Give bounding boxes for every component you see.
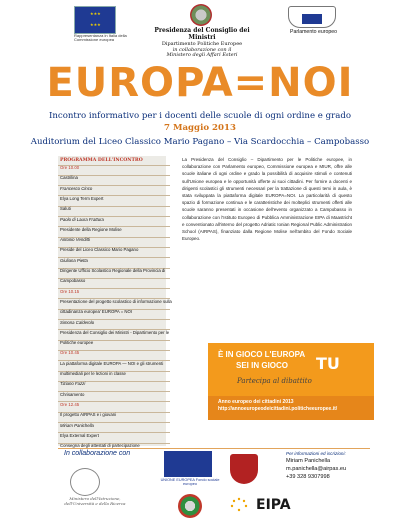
- program-item: Elya External Expert: [60, 432, 99, 438]
- poster-subline: SEI IN GIOCO: [236, 361, 289, 370]
- event-description: La Presidenza del Consiglio – Dipartimento per le Politiche europee, in collaborazione con Parlamento europeo, Commissione europea e MIUR, offre alle scuole italiane di ogni ordine e grado la possibilità di acquisire stimoli e contenuti sull'Unione europea e le opportunità offerte ai suoi cittadini. Per fornire a docenti e dirigenti scolastici gli strumenti necessari per la trattazione di questi temi in aula, è stata sviluppata la piattaforma digitale EUROPA=NOI. La particolarità di questo spazio di formazione continua e le caratteristiche dei molteplici strumenti offerti alle scuole saranno presentati in occasione dell'evento organizzato a Campobasso in collaborazione con l'Istituto Europeo di Pubblica Amministrazione EIPA di Maastricht e conventionato all'interno del progetto Adriatic Ionian Regional Public Administration School (AIRPAS), finanziato dalla Regione Molise nell'ambito del Fondo Sociale Europeo.: [182, 157, 352, 242]
- contact-phone[interactable]: +39 328 9307998: [286, 474, 330, 480]
- program-item: Presidente della Regione Molise: [60, 226, 122, 232]
- program-time: Ore 10.45: [60, 350, 80, 356]
- program-panel: [58, 156, 172, 449]
- miur-emblem-icon: [70, 468, 100, 496]
- program-item: cittadinanza europea' EUROPA = NOI: [60, 309, 133, 315]
- program-item: Presentazione del progetto scolastico di informazione sulla: [60, 298, 172, 304]
- program-item: Miriam Panichella: [60, 422, 94, 428]
- pcm-line: Ministero degli Affari Esteri: [166, 52, 238, 59]
- eipa-logo: EIPA: [256, 497, 291, 513]
- program-time: Ore 10.15: [60, 288, 80, 294]
- star-icon: ★★★: [90, 11, 101, 16]
- eipa-stars-icon: [228, 496, 256, 514]
- italian-republic-emblem-icon: [190, 4, 212, 26]
- program-item: Preside del Liceo Classico Mario Pagano: [60, 247, 139, 253]
- program-row-divider: [58, 206, 170, 207]
- program-item: La piattaforma digitale EUROPA — NOI e gli strumenti: [60, 360, 164, 366]
- italian-emblem-icon: [178, 494, 202, 518]
- program-item: Antonio Venditti: [60, 237, 90, 243]
- pcm-header-text: [152, 28, 252, 59]
- pcm-line: Dipartimento Politiche Europee: [161, 40, 243, 47]
- poster-tu: TU: [316, 354, 340, 373]
- eu-commission-text: Rappresentanza in Italia della Commissione europea: [74, 33, 127, 43]
- star-icon: ★★★: [90, 22, 101, 27]
- program-item: Chrisamento: [60, 391, 85, 397]
- program-item: Castrilina: [60, 175, 78, 181]
- event-venue: Auditorium del Liceo Classico Mario Pagano – Via Scardocchia – Campobasso: [30, 137, 370, 147]
- info-title: Per informazioni ed iscrizioni:: [286, 451, 346, 456]
- program-item: Consegna degli attestati di partecipazione: [60, 443, 140, 449]
- poster-year-label: Anno europeo dei cittadini 2013: [218, 399, 294, 405]
- eu-commission-logo: [74, 6, 116, 34]
- program-item: Presidenza del Consiglio dei Ministri - Dipartimento per le: [60, 329, 170, 335]
- eu-social-fund-logo: [164, 451, 212, 477]
- program-item: Tiziano Fazzi: [60, 381, 86, 387]
- eu-social-fund-text: UNIONE EUROPEA Fondo sociale europeo: [160, 478, 220, 487]
- program-item: Francesco Cinco: [60, 185, 93, 191]
- poster-slogan: Partecipa al dibattito: [237, 377, 312, 385]
- program-item: Il progetto AIRPAS e i giovani: [60, 412, 117, 418]
- program-item: multimediali per le lezioni in classe: [60, 371, 126, 376]
- poster-headline: È IN GIOCO L'EUROPA: [218, 350, 306, 359]
- pcm-line: Presidenza del Consiglio dei Ministri: [154, 27, 250, 41]
- parliament-label: Parlamento europeo: [290, 29, 338, 35]
- program-time: Ore 12.45: [60, 401, 80, 407]
- page-title: EUROPA=NOI: [46, 60, 354, 106]
- program-item: Elya Long Term Expert: [60, 195, 104, 201]
- program-item: Dirigente Ufficio Scolastico Regionale della Provincia di: [60, 268, 166, 273]
- program-item: Campobasso: [60, 278, 86, 284]
- program-title: PROGRAMMA DELL'INCONTRO: [60, 158, 143, 163]
- subtitle: Incontro informativo per i docenti delle scuole di ogni ordine e grado: [48, 111, 352, 121]
- event-date: 7 Maggio 2013: [164, 123, 236, 133]
- molise-shield-icon: [230, 454, 258, 484]
- program-item: Giuliana Pietta: [60, 257, 88, 263]
- miur-text: Ministero dell'Istruzione, dell'Università e della Ricerca: [64, 496, 126, 506]
- program-time: Ore 10.00: [60, 165, 80, 170]
- poster-url[interactable]: http://annoeuropeodeicittadini.politicheeuropee.it/: [218, 406, 338, 412]
- program-item: Saluti: [60, 206, 71, 212]
- program-item: Paolo di Laura Frattura: [60, 216, 104, 222]
- program-item: Politiche europee: [60, 340, 94, 346]
- contact-name: Miriam Panichella: [286, 458, 331, 464]
- divider: [58, 448, 370, 449]
- contact-email[interactable]: m.panichella@airpas.eu: [286, 466, 347, 472]
- pcm-line: in collaborazione con il: [172, 46, 232, 53]
- program-item: Simona Calderolo: [60, 319, 95, 325]
- collaboration-label: In collaborazione con: [64, 450, 131, 457]
- eu-flag-icon: [302, 14, 322, 24]
